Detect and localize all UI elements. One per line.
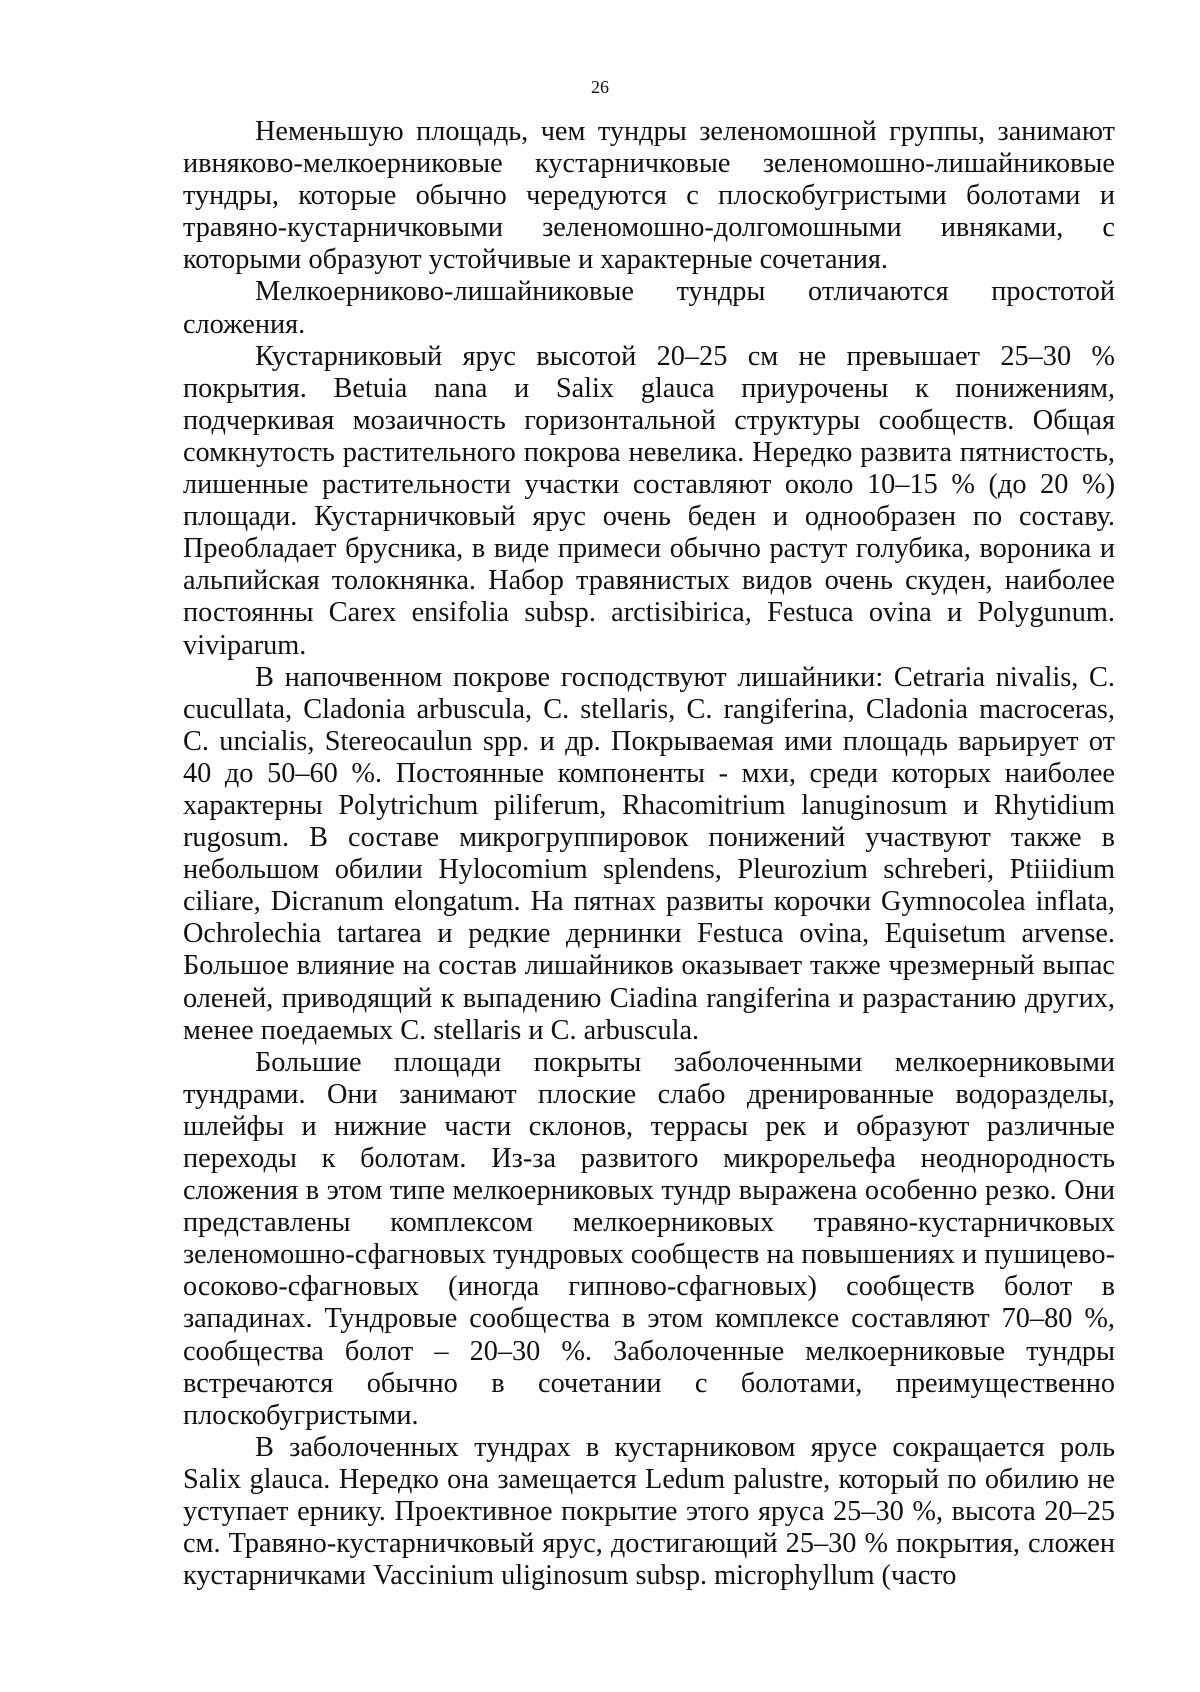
paragraph-4: В напочвенном покрове господствуют лишайники: Cetraria nivalis, C. cucullata, Cladonia arbuscula, C. stellaris, C. rangiferina, Cladonia macroceras, C. uncialis, Stereocaulun spp. и др. Покрываемая ими площадь варьирует от 40 до 50–60 %. Постоянные компоненты - мхи, среди которых наиболее характерны Polytrichum piliferum, Rhacomitrium lanuginosum и Rhytidium rugosum. В составе микрогруппировок понижений участвуют также в небольшом обилии Hylocomium splendens, Pleurozium schreberi, Ptiiidium ciliare, Dicranum elongatum. На пятнах развиты корочки Gymnocolea inflata, Ochrolechia tartarea и редкие дернинки Festuca ovina, Equisetum arvense. Большое влияние на состав лишайников оказывает также чрезмерный выпас оленей, приводящий к выпадению Ciadina rangiferina и разрастанию других, менее поедаемых C. stellaris и C. arbuscula. xyxy=(183,661,1115,1046)
paragraph-5: Большие площади покрыты заболоченными мелкоерниковыми тундрами. Они занимают плоские слабо дренированные водоразделы, шлейфы и нижние части склонов, террасы рек и образуют различные переходы к болотам. Из-за развитого микрорельефа неоднородность сложения в этом типе мелкоерниковых тундр выражена особенно резко. Они представлены комплексом мелкоерниковых травяно-кустарничковых зеленомошно-сфагновых тундровых сообществ на повышениях и пушицево-осоково-сфагновых (иногда гипново-сфагновых) сообществ болот в западинах. Тундровые сообщества в этом комплексе составляют 70–80 %, сообщества болот – 20–30 %. Заболоченные мелкоерниковые тундры встречаются обычно в сочетании с болотами, преимущественно плоскобугристыми. xyxy=(183,1046,1115,1431)
paragraph-3: Кустарниковый ярус высотой 20–25 см не превышает 25–30 % покрытия. Betuia nana и Salix glauca приурочены к понижениям, подчеркивая мозаичность горизонтальной структуры сообществ. Общая сомкнутость растительного покрова невелика. Нередко развита пятнистость, лишенные растительности участки составляют около 10–15 % (до 20 %) площади. Кустарничковый ярус очень беден и однообразен по составу. Преобладает брусника, в виде примеси обычно растут голубика, вороника и альпийская толокнянка. Набор травянистых видов очень скуден, наиболее постоянны Carex ensifolia subsp. arctisibirica, Festuca ovina и Polygunum. viviparum. xyxy=(183,340,1115,661)
document-body xyxy=(183,116,1115,1592)
paragraph-2: Мелкоерниково-лишайниковые тундры отличаются простотой сложения. xyxy=(183,276,1115,340)
page-number: 26 xyxy=(591,77,609,97)
paragraph-1: Неменьшую площадь, чем тундры зеленомошной группы, занимают ивняково-мелкоерниковые кустарничковые зеленомошно-лишайниковые тундры, которые обычно чередуются с плоскобугристыми болотами и травяно-кустарничковыми зеленомошно-долгомошными ивняками, с которыми образуют устойчивые и характерные сочетания. xyxy=(183,116,1115,276)
paragraph-6: В заболоченных тундрах в кустарниковом ярусе сокращается роль Salix glauca. Нередко она замещается Ledum palustre, который по обилию не уступает ернику. Проективное покрытие этого яруса 25–30 %, высота 20–25 см. Травяно-кустарничковый ярус, достигающий 25–30 % покрытия, сложен кустарничками Vaccinium uliginosum subsp. microphyllum (часто xyxy=(183,1431,1115,1592)
